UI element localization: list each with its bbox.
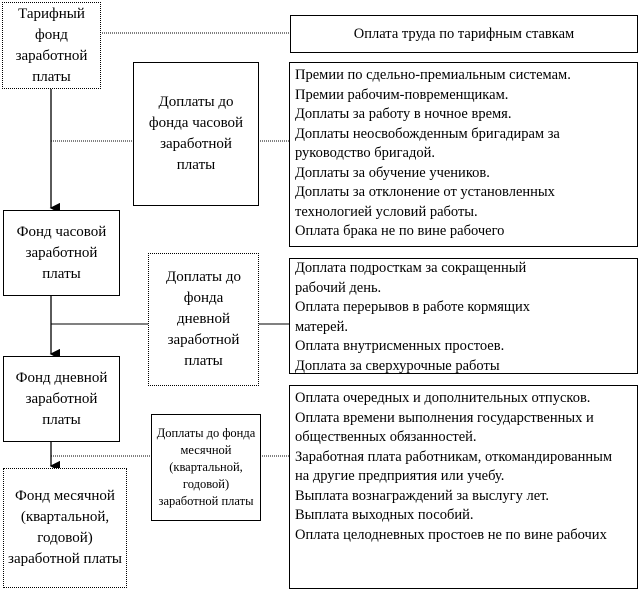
list-item: Доплаты неосвобожденным бригадирам за руководство бригадой. <box>295 125 560 161</box>
list-item: Оплата целодневных простоев не по вине рабочих <box>295 526 607 543</box>
supplement-monthly: Доплаты до фонда месячной (квартальной, годовой) заработной платы <box>151 414 261 521</box>
list-item: Заработная плата работникам, откомандированным на другие предприятия или учебу. <box>295 448 613 484</box>
monthly-items <box>289 385 638 589</box>
list-item: Оплата времени выполнения государственных и общественных обязанностей. <box>295 409 594 445</box>
fund-daily: Фонд дневной заработной платы <box>3 356 120 442</box>
list-item: Доплаты за отклонение от установленных технологией условий работы. <box>295 184 555 220</box>
list-item: Доплаты за работу в ночное время. <box>295 106 512 122</box>
supplement-daily: Доплаты до фонда дневной заработной платы <box>148 253 259 386</box>
list-item: Выплата вознаграждений за выслугу лет. <box>295 487 549 504</box>
supplement-hourly: Доплаты до фонда часовой заработной платы <box>133 62 259 206</box>
fund-hourly: Фонд часовой заработной платы <box>3 210 120 296</box>
list-item: Доплаты за обучение учеников. <box>295 164 490 181</box>
hourly-items <box>289 62 638 247</box>
list-item: Оплата брака не по вине рабочего <box>295 223 505 239</box>
list-item: Оплата перерывов в работе кормящих матерей. <box>295 299 531 335</box>
list-item: Доплата подросткам за сокращенный рабочий день. <box>295 260 527 296</box>
fund-monthly: Фонд месячной (квартальной, годовой) заработной платы <box>3 468 127 588</box>
list-item: Оплата внутрисменных простоев. <box>295 338 505 354</box>
daily-items <box>289 258 638 374</box>
list-item: Оплата очередных и дополнительных отпусков. <box>295 390 591 406</box>
list-item: Премии по сдельно-премиальным системам. <box>295 67 571 83</box>
tariff-items: Оплата труда по тарифным ставкам <box>290 15 638 53</box>
fund-tariff: Тарифный фонд заработной платы <box>2 2 101 89</box>
list-item: Выплата выходных пособий. <box>295 507 474 523</box>
list-item: Доплата за сверхурочные работы <box>295 357 500 374</box>
list-item: Премии рабочим-повременщикам. <box>295 86 509 103</box>
